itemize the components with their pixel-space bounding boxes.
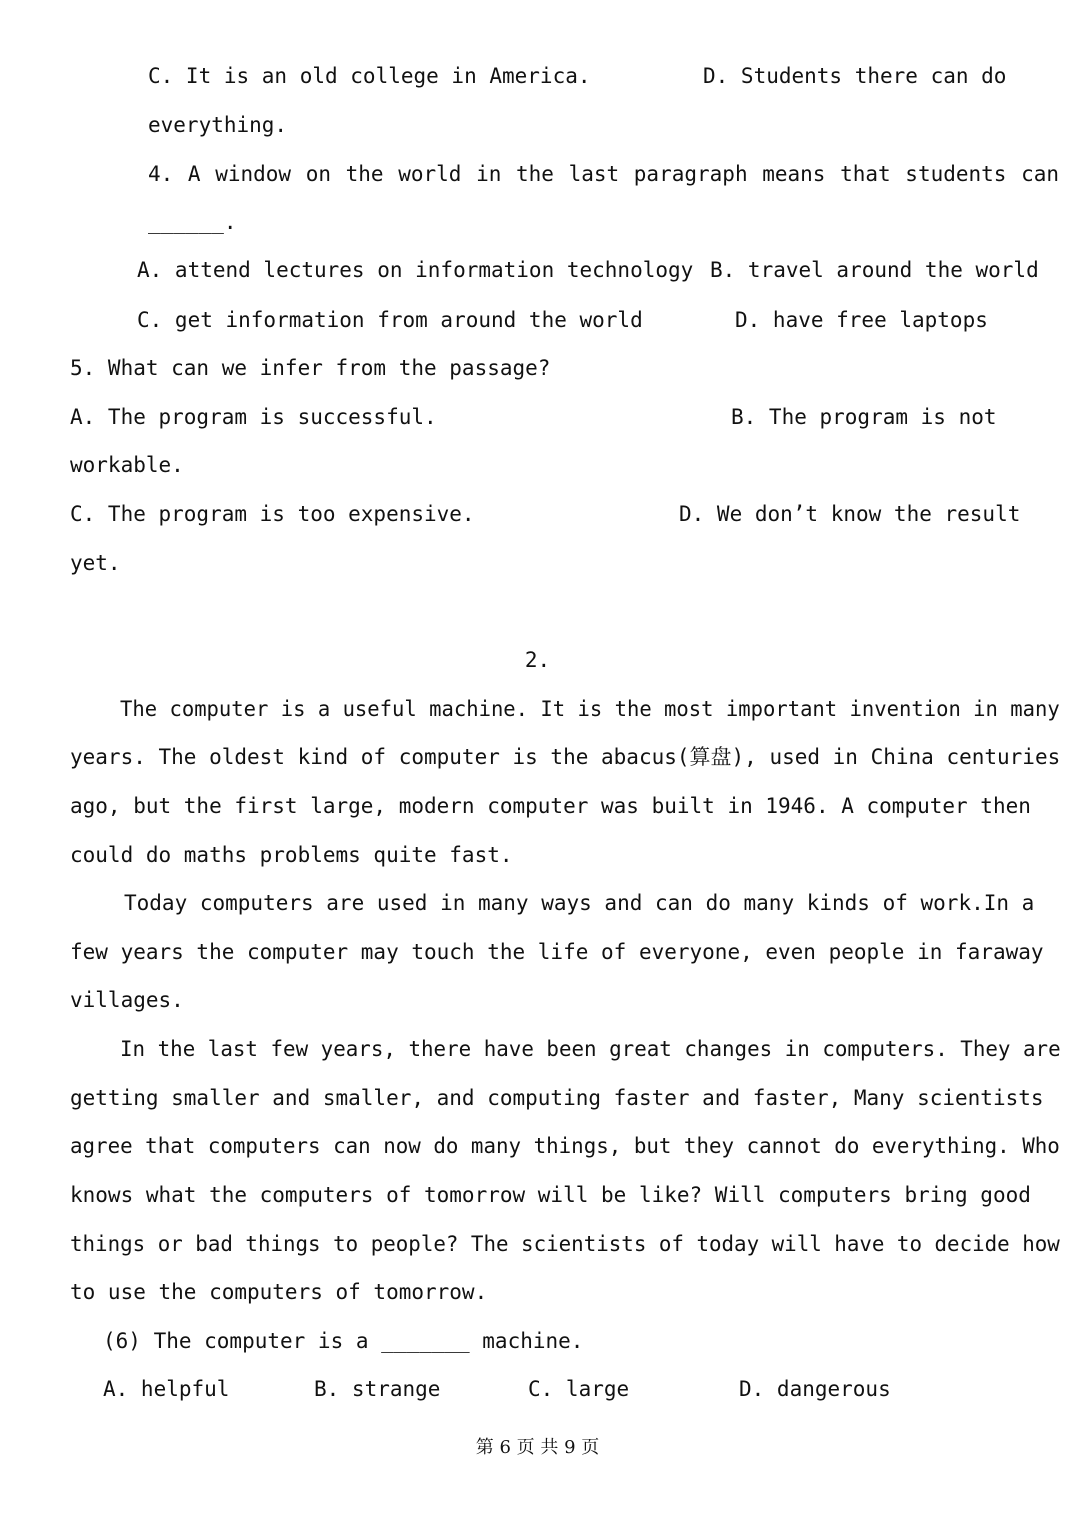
passage-p2-line1: Today computers are used in many ways and can do many kinds of work.In a (124, 891, 1035, 915)
q4-option-a: A. attend lectures on information technology (137, 258, 694, 282)
passage-p3-line2: getting smaller and smaller, and computing faster and faster, Many scientists (70, 1086, 1044, 1110)
page-footer: 第 6 页 共 9 页 (475, 1437, 600, 1458)
q6-option-b: B. strange (314, 1377, 441, 1401)
q4-stem-blank: ______. (148, 210, 237, 234)
passage-p1-line1: The computer is a useful machine. It is the most important invention in many (120, 697, 1060, 721)
q6-option-d: D. dangerous (739, 1377, 891, 1401)
q5-option-b-cont: workable. (70, 453, 184, 477)
q6-stem: (6) The computer is a _______ machine. (103, 1329, 584, 1353)
q4-option-c: C. get information from around the world (137, 308, 643, 332)
passage-p3-line4: knows what the computers of tomorrow will be like? Will computers bring good (70, 1183, 1031, 1207)
q4-option-b: B. travel around the world (710, 258, 1039, 282)
q6-option-a: A. helpful (103, 1377, 230, 1401)
passage-p1-line4: could do maths problems quite fast. (70, 843, 513, 867)
passage-p2-line2: few years the computer may touch the life of everyone, even people in faraway (70, 940, 1044, 964)
q5-option-d: D. We don’t know the result (679, 502, 1021, 526)
q4-option-d: D. have free laptops (735, 308, 988, 332)
q5-option-b: B. The program is not (731, 405, 997, 429)
passage-p1-line2: years. The oldest kind of computer is the abacus(算盘), used in China centuries (70, 745, 1061, 769)
section-number: 2. (524, 648, 551, 672)
passage-p2-line3: villages. (70, 988, 184, 1012)
passage-p3-line6: to use the computers of tomorrow. (70, 1280, 488, 1304)
passage-p3-line5: things or bad things to people? The scientists of today will have to decide how (70, 1232, 1060, 1256)
q3-option-c: C. It is an old college in America. (148, 64, 591, 88)
passage-p3-line3: agree that computers can now do many things, but they cannot do everything. Who (70, 1134, 1060, 1158)
q5-option-d-cont: yet. (70, 551, 121, 575)
q3-option-d-cont: everything. (148, 113, 288, 137)
q4-stem: 4. A window on the world in the last paragraph means that students can (148, 162, 1060, 186)
passage-p3-line1: In the last few years, there have been great changes in computers. They are (120, 1037, 1061, 1061)
q5-stem: 5. What can we infer from the passage? (70, 356, 551, 380)
q6-option-c: C. large (528, 1377, 630, 1401)
q3-option-d: D. Students there can do (703, 64, 1007, 88)
q5-option-a: A. The program is successful. (70, 405, 437, 429)
q5-option-c: C. The program is too expensive. (70, 502, 475, 526)
passage-p1-line3: ago, but the first large, modern computer was built in 1946. A computer then (70, 794, 1031, 818)
